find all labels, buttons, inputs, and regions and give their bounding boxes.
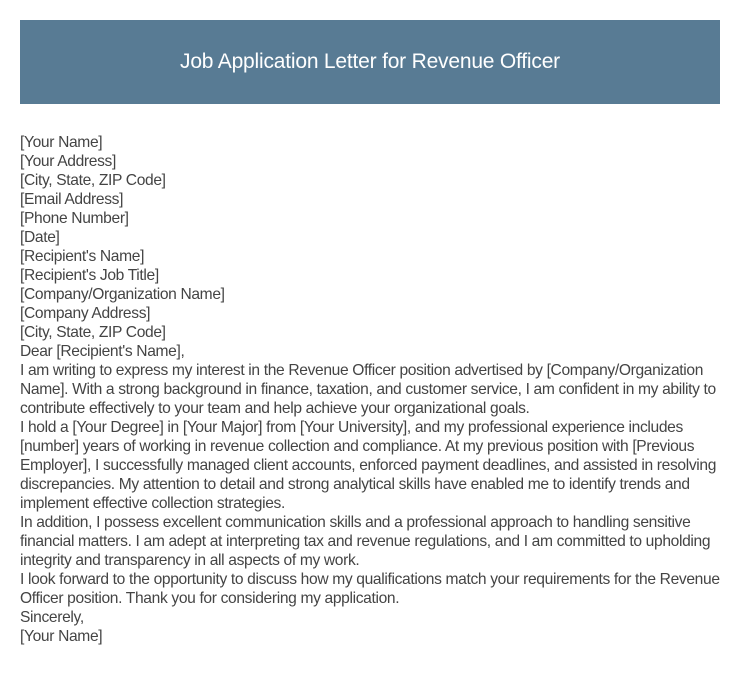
sender-name: [Your Name] [20,134,103,151]
paragraph-closing: I look forward to the opportunity to discuss how my qualifications match your requirements for the Revenue Officer position. Thank you for considering my application. [20,571,720,607]
sender-phone: [Phone Number] [20,210,129,227]
paragraph-experience: I hold a [Your Degree] in [Your Major] from [Your University], and my professional experience includes [number] years of working in revenue collection and compliance. At my previous position with [Previous Employer], I successfully managed client accounts, enforced payment deadlines, and assisted in resolving discrepancies. My attention to detail and strong analytical skills have enabled me to identify trends and implement effective collection strategies. [20,419,717,512]
page-title: Job Application Letter for Revenue Officer [180,50,560,73]
recipient-company: [Company/Organization Name] [20,286,225,303]
recipient-city-state-zip: [City, State, ZIP Code] [20,324,166,341]
sender-address: [Your Address] [20,153,116,170]
letter-date: [Date] [20,229,60,246]
page-header [20,20,720,104]
recipient-job-title: [Recipient's Job Title] [20,267,159,284]
paragraph-skills: In addition, I possess excellent communication skills and a professional approach to handling sensitive financial matters. I am adept at interpreting tax and revenue regulations, and I am committed to upholding integrity and transparency in all aspects of my work. [20,514,711,569]
signature: [Your Name] [20,628,103,645]
sender-email: [Email Address] [20,191,124,208]
sender-city-state-zip: [City, State, ZIP Code] [20,172,166,189]
paragraph-intro: I am writing to express my interest in the Revenue Officer position advertised by [Company/Organization Name]. With a strong background in finance, taxation, and customer service, I am confident in my ability to contribute effectively to your team and help achieve your organizational goals. [20,362,716,417]
closing: Sincerely, [20,609,84,626]
recipient-company-address: [Company Address] [20,305,151,322]
recipient-name: [Recipient's Name] [20,248,145,265]
salutation: Dear [Recipient's Name], [20,343,185,360]
letter-body [20,133,725,646]
